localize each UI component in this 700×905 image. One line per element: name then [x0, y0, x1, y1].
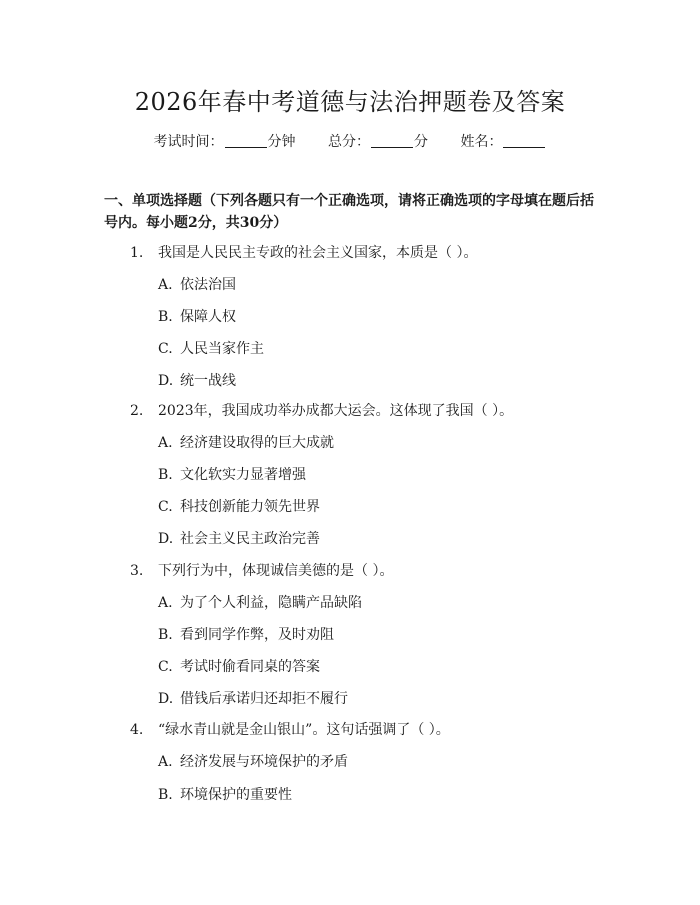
exam-time-field [154, 134, 300, 150]
total-score-blank[interactable] [371, 133, 413, 148]
option-letter: B. [158, 309, 173, 325]
option-letter: A. [158, 754, 173, 770]
question-2-option-d [158, 530, 320, 548]
question-2-option-b [158, 466, 306, 484]
name-label: 姓名： [460, 134, 503, 150]
question-text: 2023年，我国成功举办成都大运会。这体现了我国（ ）。 [158, 403, 514, 419]
name-field [460, 134, 546, 150]
option-letter: B. [158, 627, 173, 643]
question-1-option-c [158, 340, 264, 358]
question-number: 4. [130, 722, 144, 738]
option-text: 文化软实力显著增强 [180, 467, 306, 483]
option-text: 经济发展与环境保护的矛盾 [180, 754, 348, 770]
option-text: 社会主义民主政治完善 [180, 531, 320, 547]
option-letter: C. [158, 499, 173, 515]
option-text: 借钱后承诺归还却拒不履行 [180, 691, 348, 707]
option-letter: C. [158, 659, 173, 675]
option-letter: A. [158, 595, 173, 611]
question-3-option-a [158, 594, 362, 612]
name-blank[interactable] [503, 133, 545, 148]
question-text: “绿水青山就是金山银山”。这句话强调了（ ）。 [158, 722, 450, 738]
option-letter: B. [158, 467, 173, 483]
option-text: 科技创新能力领先世界 [180, 499, 320, 515]
question-4-option-a [158, 753, 348, 771]
option-letter: D. [158, 373, 174, 389]
question-1-option-b [158, 308, 236, 326]
question-3-option-d [158, 690, 348, 708]
question-text: 下列行为中，体现诚信美德的是（ ）。 [158, 563, 394, 579]
question-3-option-b [158, 626, 334, 644]
option-letter: A. [158, 435, 173, 451]
exam-meta [0, 131, 700, 151]
question-2 [130, 402, 513, 420]
question-number: 3. [130, 563, 144, 579]
question-text: 我国是人民民主专政的社会主义国家，本质是（ ）。 [158, 245, 478, 261]
question-1-option-a [158, 276, 236, 294]
exam-time-unit: 分钟 [267, 134, 296, 150]
option-letter: D. [158, 531, 174, 547]
option-text: 考试时偷看同桌的答案 [180, 659, 320, 675]
option-letter: B. [158, 787, 173, 803]
total-score-field [328, 134, 432, 150]
total-score-unit: 分 [414, 134, 428, 150]
section-heading: 一、单项选择题（下列各题只有一个正确选项，请将正确选项的字母填在题后括号内。每小题2分，共30分） [104, 193, 594, 231]
option-text: 依法治国 [180, 277, 236, 293]
option-text: 看到同学作弊，及时劝阻 [180, 627, 334, 643]
question-4-option-b [158, 786, 292, 804]
question-number: 2. [130, 403, 144, 419]
option-text: 人民当家作主 [180, 341, 264, 357]
question-3-option-c [158, 658, 320, 676]
question-2-option-c [158, 498, 320, 516]
option-text: 环境保护的重要性 [180, 787, 292, 803]
page-title: 2026年春中考道德与法治押题卷及答案 [134, 88, 566, 116]
question-3 [130, 562, 393, 580]
option-letter: C. [158, 341, 173, 357]
total-score-label: 总分： [328, 134, 370, 150]
question-4 [130, 721, 450, 739]
question-1-option-d [158, 372, 236, 390]
question-number: 1. [130, 245, 144, 261]
question-1 [130, 244, 477, 262]
option-text: 为了个人利益，隐瞒产品缺陷 [180, 595, 362, 611]
option-letter: A. [158, 277, 173, 293]
question-2-option-a [158, 434, 334, 452]
exam-time-blank[interactable] [225, 133, 267, 148]
exam-time-label: 考试时间： [153, 134, 224, 150]
option-text: 保障人权 [180, 309, 236, 325]
option-text: 统一战线 [180, 373, 236, 389]
option-text: 经济建设取得的巨大成就 [180, 435, 334, 451]
option-letter: D. [158, 691, 174, 707]
